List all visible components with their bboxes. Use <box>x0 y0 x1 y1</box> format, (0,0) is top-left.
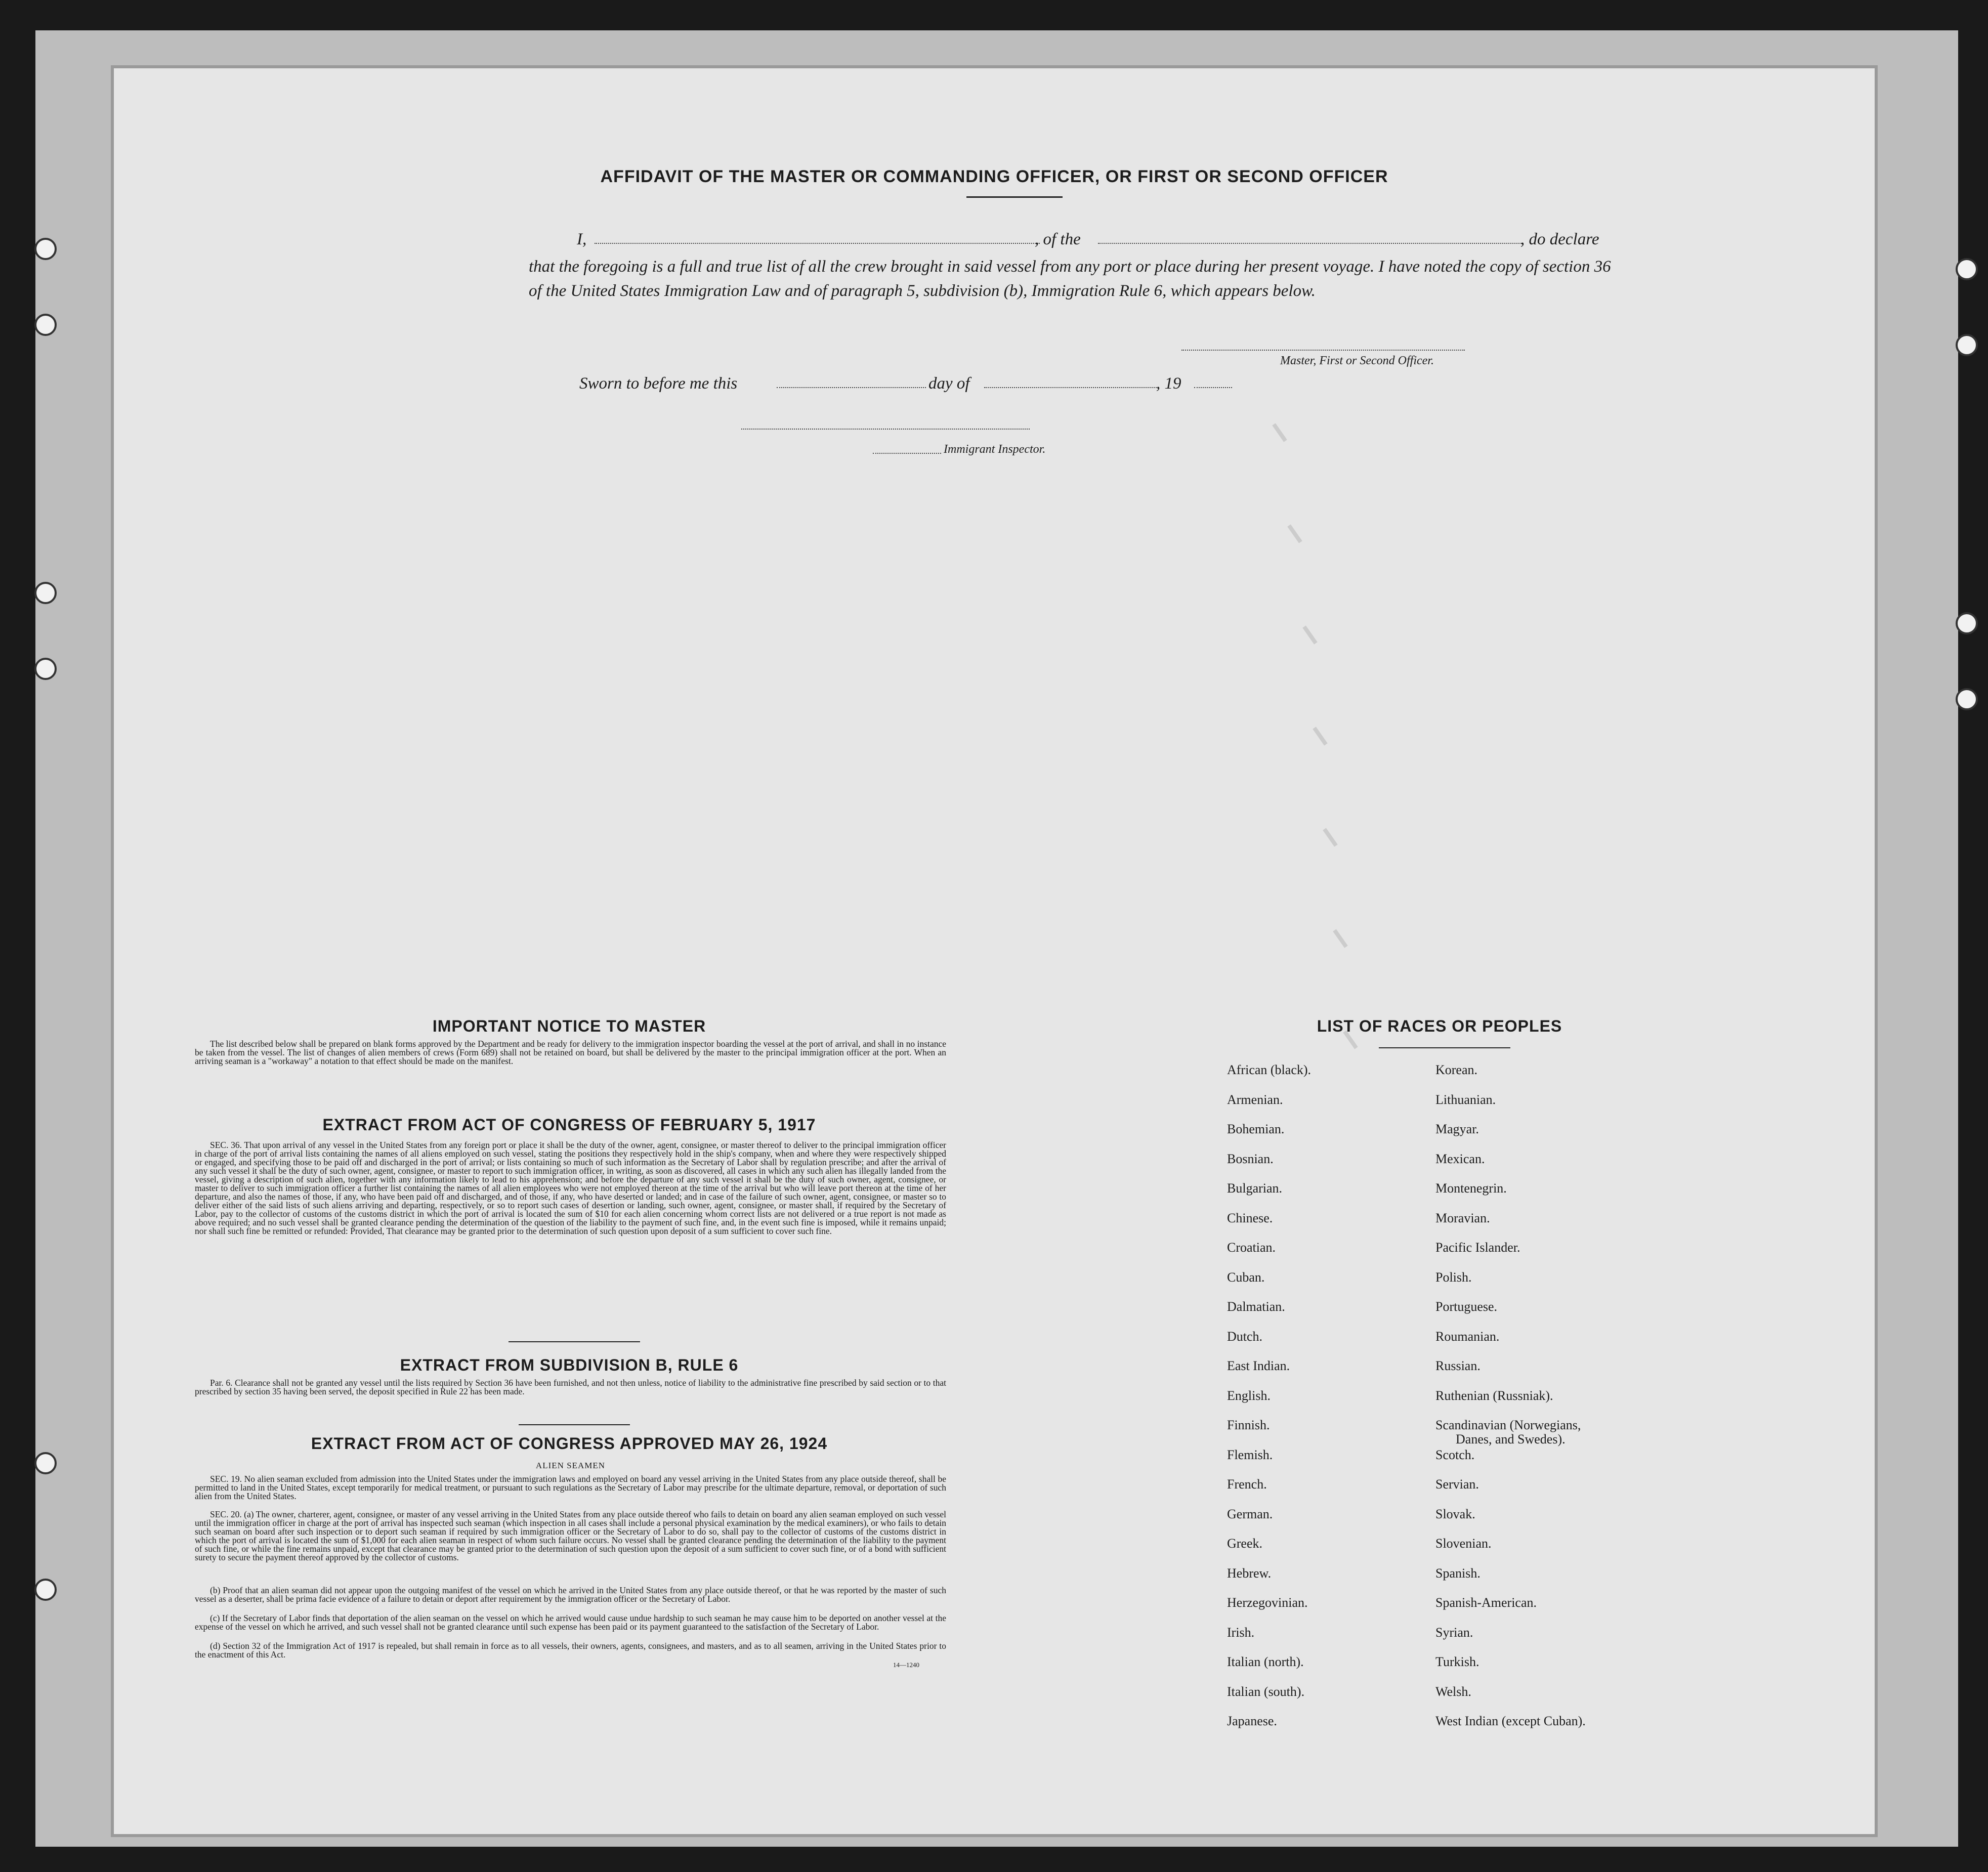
affidavit-title: AFFIDAVIT OF THE MASTER OR COMMANDING OFFICER, OR FIRST OR SECOND OFFICER <box>600 167 1388 186</box>
divider <box>519 1424 630 1425</box>
affidavit-body: that the foregoing is a full and true list of all the crew brought in said vessel from any port or place during her present voyage. I have noted the copy of section 36 of the United States Immigration Law and of paragraph 5, subdivision (b), Immigration Rule 6, which appears below. <box>529 258 1611 300</box>
sworn-year: , 19 <box>1156 374 1181 393</box>
races-title-rule <box>1379 1047 1510 1048</box>
race-item: Portuguese. <box>1435 1299 1498 1314</box>
race-item: Montenegrin. <box>1435 1181 1507 1196</box>
sec20b-text: (b) Proof that an alien seaman did not appear upon the outgoing manifest of the vessel on which he arrived in the United States from any place outside thereof, or that he was reported by the master of such vessel as a deserter, shall be prima facie evidence of a failure to detain or deport after requirement by the immigration officer or the Secretary of Labor. <box>195 1585 946 1604</box>
race-item: Mexican. <box>1435 1151 1485 1166</box>
inspector-signature-line <box>741 429 1030 430</box>
race-item: Slovenian. <box>1435 1536 1492 1551</box>
race-item: Japanese. <box>1227 1714 1277 1728</box>
race-item: Welsh. <box>1435 1684 1471 1699</box>
race-item: Moravian. <box>1435 1210 1490 1225</box>
race-item: Turkish. <box>1435 1654 1479 1669</box>
race-item: West Indian (except Cuban). <box>1435 1714 1586 1728</box>
inspector-dot-lead <box>873 453 941 454</box>
binder-hole <box>34 238 57 260</box>
sworn-year-blank <box>1194 387 1232 388</box>
race-item: Scandinavian (Norwegians, <box>1435 1418 1581 1432</box>
form-number: 14—1240 <box>893 1661 919 1669</box>
race-item: Russian. <box>1435 1358 1481 1373</box>
race-item: Syrian. <box>1435 1625 1473 1640</box>
race-item: Greek. <box>1227 1536 1263 1551</box>
vessel-blank <box>1098 243 1523 244</box>
race-item: Bohemian. <box>1227 1122 1285 1136</box>
sworn-day-of: day of <box>928 374 970 393</box>
binder-hole <box>34 582 57 604</box>
race-item: Danes, and Swedes). <box>1456 1432 1566 1446</box>
sworn-day-blank <box>777 387 926 388</box>
race-item: Dutch. <box>1227 1329 1263 1344</box>
name-blank <box>595 243 1040 244</box>
races-title: LIST OF RACES OR PEOPLES <box>1317 1017 1562 1035</box>
sworn-label: Sworn to before me this <box>579 374 738 393</box>
inspector-label: Immigrant Inspector. <box>944 443 1046 456</box>
notice-text: The list described below shall be prepared on blank forms approved by the Department and be ready for delivery to the immigration inspector boarding the vessel at the port of arrival, and shall in no instance be taken from the vessel. The list of changes of alien members of crews (Form 689) shall not be retained on board, but shall be delivered by the master to the principal immigration officer at the port. When an arriving seaman is a "workaway" a notation to that effect should be made on the manifest. <box>195 1039 946 1066</box>
extract-rule6-title: EXTRACT FROM SUBDIVISION B, RULE 6 <box>400 1356 739 1374</box>
binder-hole <box>1956 688 1978 710</box>
sec20d-text: (d) Section 32 of the Immigration Act of 1917 is repealed, but shall remain in force as to all vessels, their owners, agents, consignees, and masters, and as to all seamen, arriving in the United States prior to the enactment of this Act. <box>195 1641 946 1660</box>
binder-hole <box>34 658 57 680</box>
sec20c-text: (c) If the Secretary of Labor finds that deportation of the alien seaman on the vessel on which he arrived would cause undue hardship to such seaman he may cause him to be deported on another vessel at the expense of the vessel on which he arrived, and such vessel shall not be granted clearance until such expense has been paid or its payment guaranteed to the satisfaction of the Secretary of Labor. <box>195 1613 946 1632</box>
sec20a-text: SEC. 20. (a) The owner, charterer, agent, consignee, or master of any vessel arriving in the United States from any place outside thereof who fails to detain on board any alien seaman employed on such vessel until the immigration officer in charge at the port of arrival has inspected such seaman (which inspection in all cases shall include a personal physical examination by the medical examiners), or who fails to detain such seaman on board after such inspection or to deport such seaman if required by such immigration officer or the Secretary of Labor to do so, shall pay to the collector of customs of the customs district in which the port of arrival is located the sum of $1,000 for each alien seaman in respect of whom such failure occurs. No vessel shall be granted clearance pending the determination of the liability to the payment of such fine, or while the fine remains unpaid, except that clearance may be granted prior to the determination of such question upon the deposit of a sum sufficient to cover such fine, or of a bond with sufficient surety to secure the payment thereof approved by the collector of customs. <box>195 1509 946 1562</box>
binder-hole <box>34 1579 57 1601</box>
extract-1924-title: EXTRACT FROM ACT OF CONGRESS APPROVED MAY 26, 1924 <box>311 1434 828 1453</box>
race-item: Ruthenian (Russniak). <box>1435 1388 1553 1403</box>
race-item: Italian (south). <box>1227 1684 1305 1699</box>
race-item: Armenian. <box>1227 1092 1283 1107</box>
master-signature-line <box>1181 350 1465 351</box>
divider <box>509 1341 640 1342</box>
race-item: Italian (north). <box>1227 1654 1304 1669</box>
race-item: Croatian. <box>1227 1240 1276 1255</box>
race-item: Flemish. <box>1227 1447 1273 1462</box>
race-item: African (black). <box>1227 1062 1312 1077</box>
binder-hole <box>34 1452 57 1474</box>
race-item: Roumanian. <box>1435 1329 1500 1344</box>
affidavit-i: I, <box>577 230 587 248</box>
notice-title: IMPORTANT NOTICE TO MASTER <box>432 1017 706 1035</box>
race-item: Magyar. <box>1435 1122 1479 1136</box>
race-item: Hebrew. <box>1227 1565 1272 1581</box>
race-item: Pacific Islander. <box>1435 1240 1520 1255</box>
race-item: Spanish. <box>1435 1565 1481 1581</box>
race-item: East Indian. <box>1227 1358 1290 1373</box>
race-item: Dalmatian. <box>1227 1299 1285 1314</box>
race-item: Servian. <box>1435 1477 1479 1492</box>
form-page <box>114 68 1875 1834</box>
binder-hole <box>1956 334 1978 356</box>
master-signature-label: Master, First or Second Officer. <box>1280 354 1434 367</box>
extract-1917-title: EXTRACT FROM ACT OF CONGRESS OF FEBRUARY 5, 1917 <box>322 1116 816 1134</box>
binder-hole <box>1956 258 1978 280</box>
sworn-month-blank <box>984 387 1159 388</box>
binder-hole <box>1956 612 1978 634</box>
race-item: Scotch. <box>1435 1447 1475 1462</box>
affidavit-declare: , do declare <box>1520 230 1599 248</box>
race-item: Slovak. <box>1435 1506 1475 1521</box>
binder-hole <box>34 314 57 336</box>
affidavit-of-the: , of the <box>1035 230 1081 248</box>
race-item: German. <box>1227 1506 1273 1521</box>
extract-rule6-text: Par. 6. Clearance shall not be granted any vessel until the lists required by Section 36 have been furnished, and not then unless, notice of liability to the administrative fine prescribed by said section or to that prescribed by section 35 having been served, the deposit specified in Rule 22 has been made. <box>195 1378 946 1396</box>
race-item: Korean. <box>1435 1062 1478 1077</box>
race-item: Bosnian. <box>1227 1151 1274 1166</box>
race-item: English. <box>1227 1388 1271 1403</box>
race-item: Lithuanian. <box>1435 1092 1496 1107</box>
race-item: Polish. <box>1435 1269 1472 1285</box>
sec19-text: SEC. 19. No alien seaman excluded from admission into the United States under the immigration laws and employed on board any vessel arriving in the United States from any place outside thereof, shall be permitted to land in the United States, except temporarily for medical treatment, or pursuant to such regulations as the Secretary of Labor may prescribe for the ultimate departure, removal, or deportation of such alien from the United States. <box>195 1474 946 1501</box>
race-item: Finnish. <box>1227 1418 1270 1432</box>
race-item: Herzegovinian. <box>1227 1595 1308 1610</box>
race-item: French. <box>1227 1477 1267 1492</box>
race-item: Irish. <box>1227 1625 1255 1640</box>
race-item: Bulgarian. <box>1227 1181 1283 1196</box>
alien-seamen-subtitle: ALIEN SEAMEN <box>535 1461 606 1470</box>
title-rule <box>966 196 1063 198</box>
race-item: Cuban. <box>1227 1269 1265 1285</box>
extract-1917-text: SEC. 36. That upon arrival of any vessel in the United States from any foreign port or place it shall be the duty of the owner, agent, consignee, or master thereof to deliver to the principal immigration officer in charge of the port of arrival lists containing the names of all aliens employed on such vessel, stating the positions they respectively hold in the ship's company, when and where they were respectively shipped or engaged, and specifying those to be paid off and discharged in the port of arrival; or lists containing so much of such information as the Secretary of Labor shall by regulation prescribe; and after the arrival of any such vessel it shall be the duty of such owner, agent, consignee, or master to report to such immigration officer, in writing, as soon as discovered, all cases in which any such alien has illegally landed from the vessel, giving a description of such alien, together with any information likely to lead to his apprehension; and before the departure of any such vessel it shall be the duty of such owner, agent, consignee, or master to deliver to such immigration officer a further list containing the names of all alien employees who were not employed thereon at the time of the arrival but who will leave port thereon at the time of her departure, and also the names of those, if any, who have been paid off and discharged, and of those, if any, who have deserted or landed; and in case of the failure of such owner, agent, consignee, or master so to deliver either of the said lists of such aliens arriving and departing, respectively, or so to report such cases of desertion or landing, such owner, agent, consignee, or master shall, if required by the Secretary of Labor, pay to the collector of customs of the customs district in which the port of arrival is located the sum of $10 for each alien concerning whom correct lists are not delivered or a true report is not made as above required; and no such vessel shall be granted clearance pending the determination of the question of the liability to the payment of such fine, and, in the event such fine is imposed, while it remains unpaid; nor shall such fine be remitted or refunded: Provided, That clearance may be granted prior to the determination of such question upon deposit of a sum sufficient to cover such fine. <box>195 1140 946 1236</box>
race-item: Spanish-American. <box>1435 1595 1537 1610</box>
race-item: Chinese. <box>1227 1210 1273 1225</box>
